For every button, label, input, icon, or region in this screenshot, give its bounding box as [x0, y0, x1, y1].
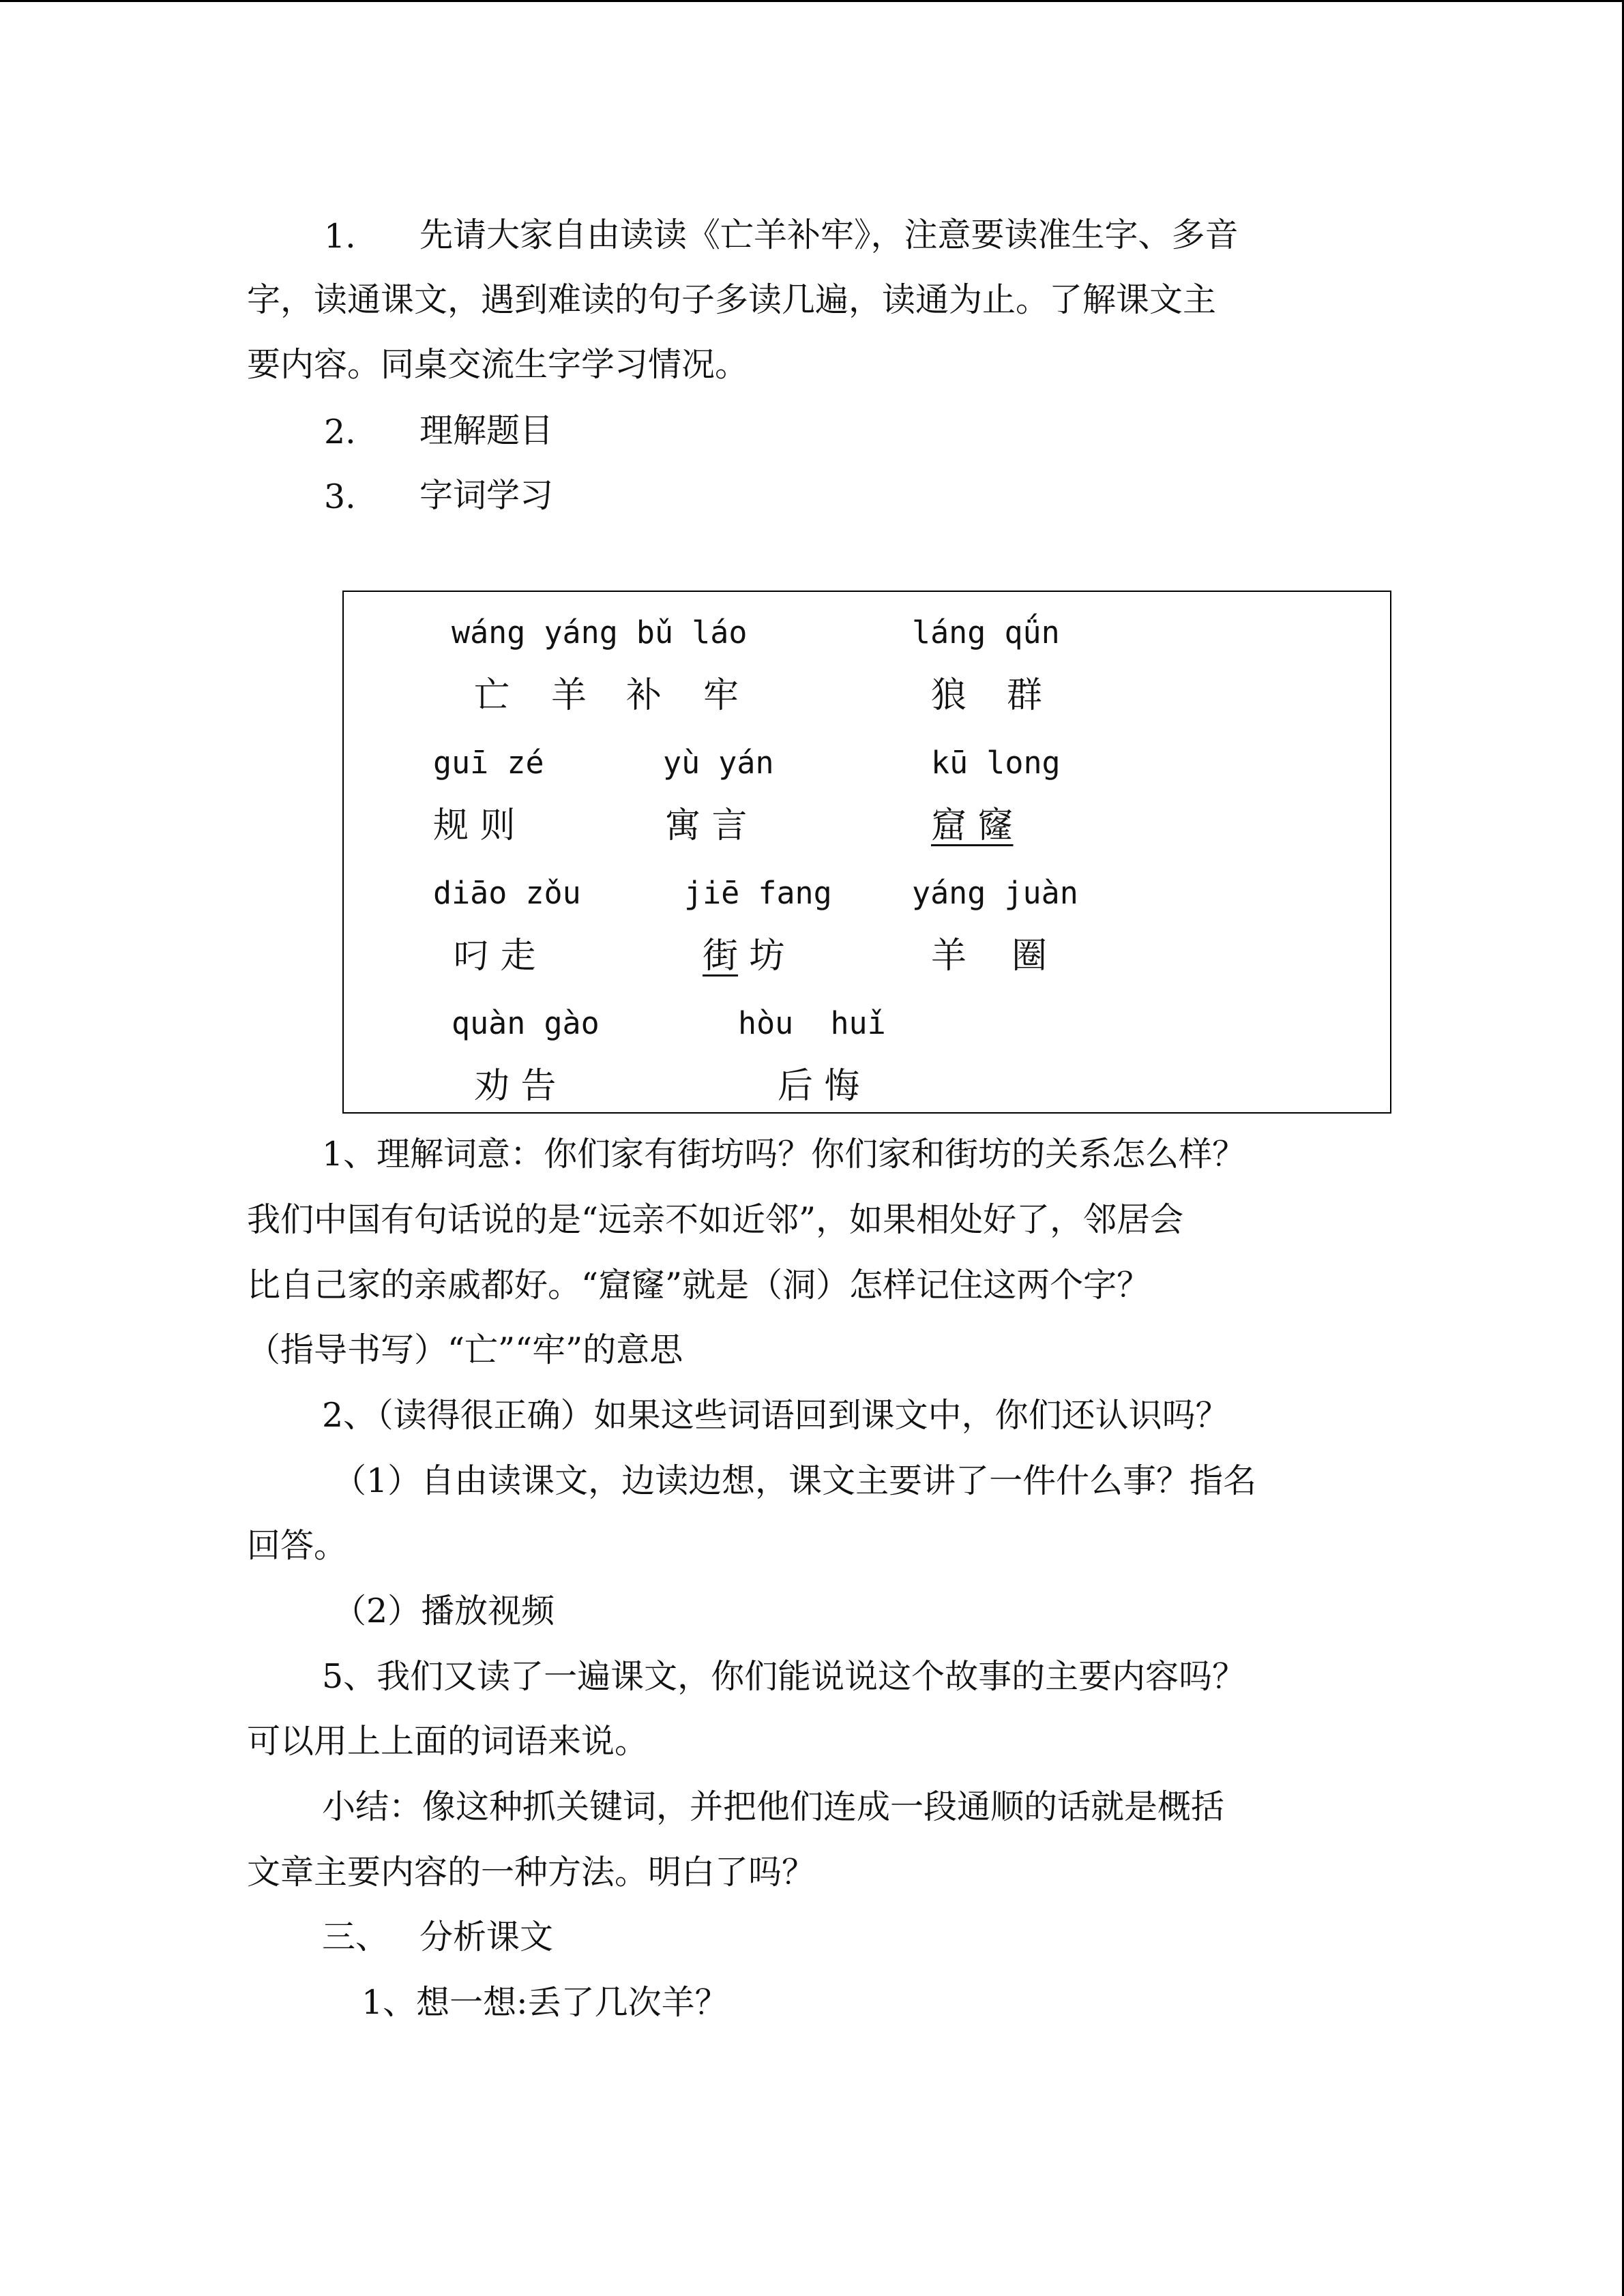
top-border-line: [0, 0, 1624, 2]
pinyin-yang-juan: yáng juàn: [912, 875, 1078, 911]
pinyin-wang-yang-bu-lao: wáng yáng bǔ láo: [452, 614, 748, 651]
summary-line-2: 文章主要内容的一种方法。明白了吗？: [247, 1853, 816, 1892]
word-jiefang: [703, 938, 785, 974]
summary-line-1: 小结：像这种抓关键词，并把他们连成一段通顺的话就是概括: [322, 1787, 1225, 1826]
q1-line-4: （指导书写）“亡”“牢”的意思: [247, 1330, 683, 1369]
word-fang: 坊: [749, 936, 785, 976]
item-1-line-3: 要内容。同桌交流生字学习情况。: [247, 345, 749, 384]
word-bu: 补: [626, 675, 662, 716]
q5-line-1: 5、我们又读了一遍课文，你们能说说这个故事的主要内容吗？: [322, 1657, 1246, 1696]
q2b-text: （2）播放视频: [333, 1592, 555, 1630]
pinyin-gui-ze: guī zé: [433, 745, 544, 781]
q1-line-1: 1、理解词意：你们家有街坊吗？你们家和街坊的关系怎么样？: [322, 1135, 1246, 1174]
word-guize: 规 则: [433, 805, 516, 846]
pinyin-jie-fang: jiē fang: [684, 875, 832, 911]
word-kulong: 窟 窿: [931, 805, 1014, 846]
word-yangjuan: 羊 圈: [931, 936, 1048, 976]
word-lang: 狼: [931, 675, 967, 716]
word-yuyan: 寓 言: [665, 805, 748, 846]
item-1-number: 1.: [324, 217, 356, 256]
think-question: 1、想一想:丢了几次羊？: [361, 1983, 728, 2022]
q5-line-2: 可以用上上面的词语来说。: [247, 1722, 649, 1761]
word-yang: 羊: [551, 675, 587, 716]
pinyin-hou-hui: hòu huǐ: [738, 1005, 886, 1041]
pinyin-quan-gao: quàn gào: [452, 1005, 600, 1041]
item-3-text: 字词学习: [419, 476, 554, 515]
pinyin-diao-zou: diāo zǒu: [433, 875, 581, 911]
word-quangao: 劝 告: [474, 1066, 557, 1107]
q2-text: 2、（读得很正确）如果这些词语回到课文中，你们还认识吗？: [322, 1396, 1229, 1435]
word-qun: 群: [1007, 675, 1043, 716]
q1-line-2: 我们中国有句话说的是“远亲不如近邻”，如果相处好了，邻居会: [247, 1200, 1184, 1239]
pinyin-ku-long: kū long: [931, 745, 1061, 781]
item-1-line-1: 先请大家自由读读《亡羊补牢》，注意要读准生字、多音: [419, 215, 1239, 254]
pinyin-yu-yan: yù yán: [663, 745, 774, 781]
word-wang: 亡: [474, 675, 510, 716]
item-2-number: 2.: [324, 413, 356, 451]
q2a-line-2: 回答。: [247, 1526, 348, 1565]
q2a-line-1: （1）自由读课文，边读边想，课文主要讲了一件什么事？指名: [333, 1461, 1257, 1500]
item-2-text: 理解题目: [419, 411, 554, 450]
pinyin-lang-qun: láng qǘn: [912, 614, 1060, 651]
q1-line-3: 比自己家的亲戚都好。“窟窿”就是（洞）怎样记住这两个字？: [247, 1266, 1151, 1304]
section-3-title: 分析课文: [419, 1918, 554, 1956]
word-jie: 街: [703, 936, 739, 976]
item-3-number: 3.: [324, 477, 356, 516]
section-3-number: 三、: [322, 1918, 389, 1956]
item-1-line-2: 字，读通课文，遇到难读的句子多读几遍，读通为止。了解课文主: [247, 280, 1217, 319]
word-diaozou: 叼 走: [454, 936, 536, 976]
word-lao: 牢: [703, 675, 739, 716]
word-houhui: 后 悔: [778, 1066, 860, 1107]
